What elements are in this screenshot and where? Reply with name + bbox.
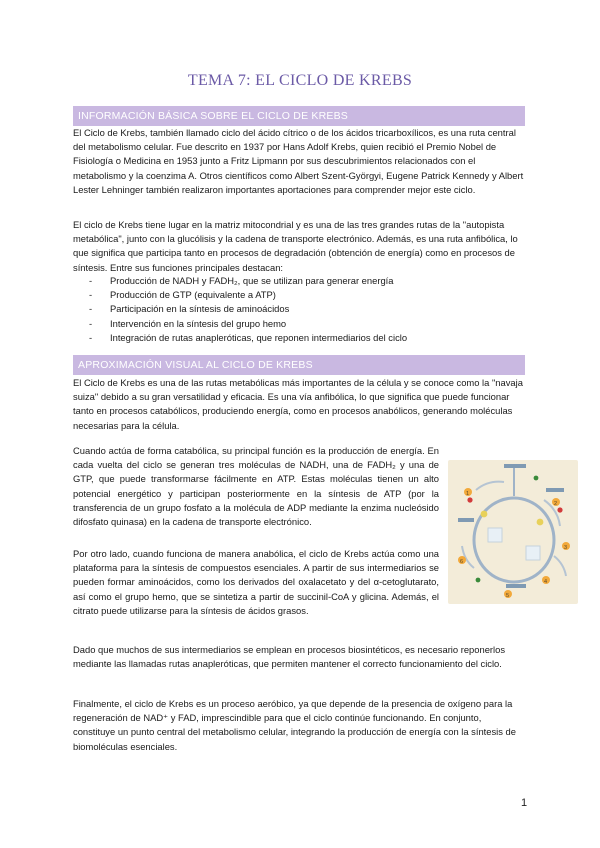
section-heading-basic-info: INFORMACIÓN BÁSICA SOBRE EL CICLO DE KREBS <box>73 106 525 126</box>
list-item: - Producción de NADH y FADH₂, que se utilizan para generar energía <box>73 274 525 288</box>
paragraph-aerobic: Finalmente, el ciclo de Krebs es un proceso aeróbico, ya que depende de la presencia de oxígeno para la regeneración de NAD⁺ y FAD, imprescindible para que el ciclo continúe funcionando. En conjunto, constituye un punto central del metabolismo celular, integrando la producción de energía con la síntesis de biomoléculas esenciales. <box>73 698 516 752</box>
figure-label: 1 <box>466 491 470 497</box>
figure-label: 3 <box>564 545 568 551</box>
paragraph-catabolic: Cuando actúa de forma catabólica, su principal función es la producción de energía. En cada vuelta del ciclo se generan tres moléculas de NADH, una de FADH₂ y una de GTP, que puede transformarse fácilmente en ATP. Estas moléculas tienen un alto potencial energético y participan posteriormente en la síntesis de ATP (por la transferencia de un grupo fosfato a la molécula de ADP mediante la enzima nucleósido difosfato quinasa) en la cadena de transporte electrónico. <box>73 445 439 528</box>
page-title: TEMA 7: EL CICLO DE KREBS <box>187 72 413 89</box>
figure-label: 5 <box>506 593 510 599</box>
paragraph-intro: El Ciclo de Krebs, también llamado ciclo del ácido cítrico o de los ácidos tricarboxílicos, es una ruta central del metabolismo celular. Fue descrito en 1937 por Hans Adolf Krebs, quien recibió el Premio Nobel de Fisiología o Medicina en 1953 junto a Fritz Lipmann por sus descubrimientos relacionados con el metabolismo y la coenzima A. Otros científicos como Albert Szent-Györgyi, Eugene Patrick Kennedy y Albert Lester Lehninger también realizaron importantes aportaciones para comprender mejor este ciclo. <box>73 127 524 195</box>
paragraph-anaplerotic: Dado que muchos de sus intermediarios se emplean en procesos biosintéticos, es necesario reponerlos mediante las llamadas rutas anapleróticas, que permiten mantener el correcto funcionamiento del ciclo. <box>73 644 506 670</box>
list-item: - Integración de rutas anapleróticas, que reponen intermediarios del ciclo <box>73 331 525 345</box>
list-item: - Intervención en la síntesis del grupo hemo <box>73 317 525 331</box>
paragraph-location: El ciclo de Krebs tiene lugar en la matriz mitocondrial y es una de las tres grandes rutas de la "autopista metabólica", junto con la glucólisis y la cadena de transporte electrónico. Además, es una ruta anfibólica, lo que significa que participa tanto en procesos de degradación (obtención de energía) como en procesos de síntesis. Entre sus funciones principales destacan: <box>73 219 518 273</box>
figure-label: 6 <box>460 559 464 565</box>
figure-label: 4 <box>544 579 548 585</box>
page-number: 1 <box>520 797 528 809</box>
list-item: - Participación en la síntesis de aminoácidos <box>73 302 525 316</box>
krebs-cycle-diagram-icon <box>448 460 578 604</box>
krebs-cycle-figure <box>448 460 578 604</box>
paragraph-swiss-knife: El Ciclo de Krebs es una de las rutas metabólicas más importantes de la célula y se conoce como la "navaja suiza" debido a su gran versatilidad y eficacia. Es una vía anfibólica, lo que significa que puede funcionar tanto en procesos catabólicos, produciendo energía, como en procesos anabólicos, generando moléculas necesarias para la célula. <box>73 377 523 431</box>
paragraph-anabolic: Por otro lado, cuando funciona de manera anabólica, el ciclo de Krebs actúa como una plataforma para la síntesis de compuestos esenciales. A partir de sus intermediarios se pueden formar aminoácidos, como los derivados del oxalacetato y del α-cetoglutarato, así como el grupo hemo, que se sintetiza a partir de succinil-CoA y glicina. Además, el citrato puede utilizarse para la síntesis de ácidos grasos. <box>73 548 439 616</box>
section-heading-visual: APROXIMACIÓN VISUAL AL CICLO DE KREBS <box>73 355 525 375</box>
figure-label: 2 <box>554 501 558 507</box>
list-item: - Producción de GTP (equivalente a ATP) <box>73 288 525 302</box>
functions-list <box>73 274 525 345</box>
